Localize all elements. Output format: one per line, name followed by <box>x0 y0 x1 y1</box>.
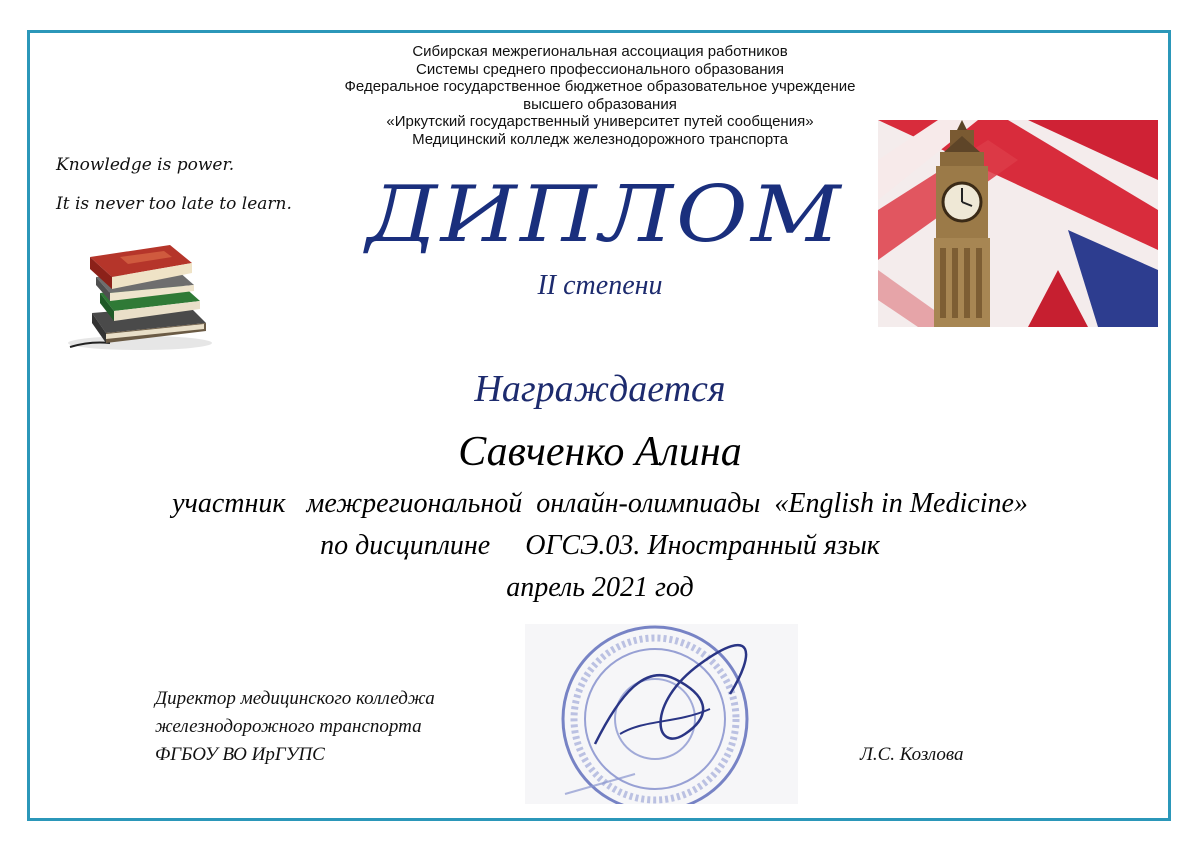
discipline-line: по дисциплине ОГСЭ.03. Иностранный язык <box>320 530 880 561</box>
quote-line-2: It is never too late to learn. <box>56 194 292 214</box>
awarded-heading: Награждается <box>474 368 726 410</box>
official-stamp <box>525 624 798 804</box>
org-line: Сибирская межрегиональная ассоциация работников <box>412 43 788 60</box>
quote-line-1: Knowledge is power. <box>56 155 235 175</box>
diploma-title: ДИПЛОМ <box>366 170 844 260</box>
org-line: «Иркутский государственный университет путей сообщения» <box>386 113 814 131</box>
diploma-degree: II степени <box>537 270 663 301</box>
recipient-name: Савченко Алина <box>458 429 742 475</box>
signer-name: Л.С. Козлова <box>860 744 964 765</box>
org-line: Федеральное государственное бюджетное образовательное учреждение <box>344 78 856 96</box>
books-illustration <box>60 235 215 355</box>
date-line: апрель 2021 год <box>506 572 694 603</box>
org-line: высшего образования <box>523 95 677 113</box>
org-line: Системы среднего профессионального образования <box>415 60 784 78</box>
org-line: Медицинский колледж железнодорожного транспорта <box>412 130 788 148</box>
signer-position-line-2: железнодорожного транспорта <box>155 716 422 737</box>
participant-line: участник межрегиональной онлайн-олимпиады «English in Medicine» <box>172 488 1028 519</box>
big-ben-image <box>878 120 1158 327</box>
signer-position-line-1: Директор медицинского колледжа <box>155 688 435 709</box>
signer-position-line-3: ФГБОУ ВО ИрГУПС <box>155 744 325 765</box>
organization-header <box>300 43 900 149</box>
